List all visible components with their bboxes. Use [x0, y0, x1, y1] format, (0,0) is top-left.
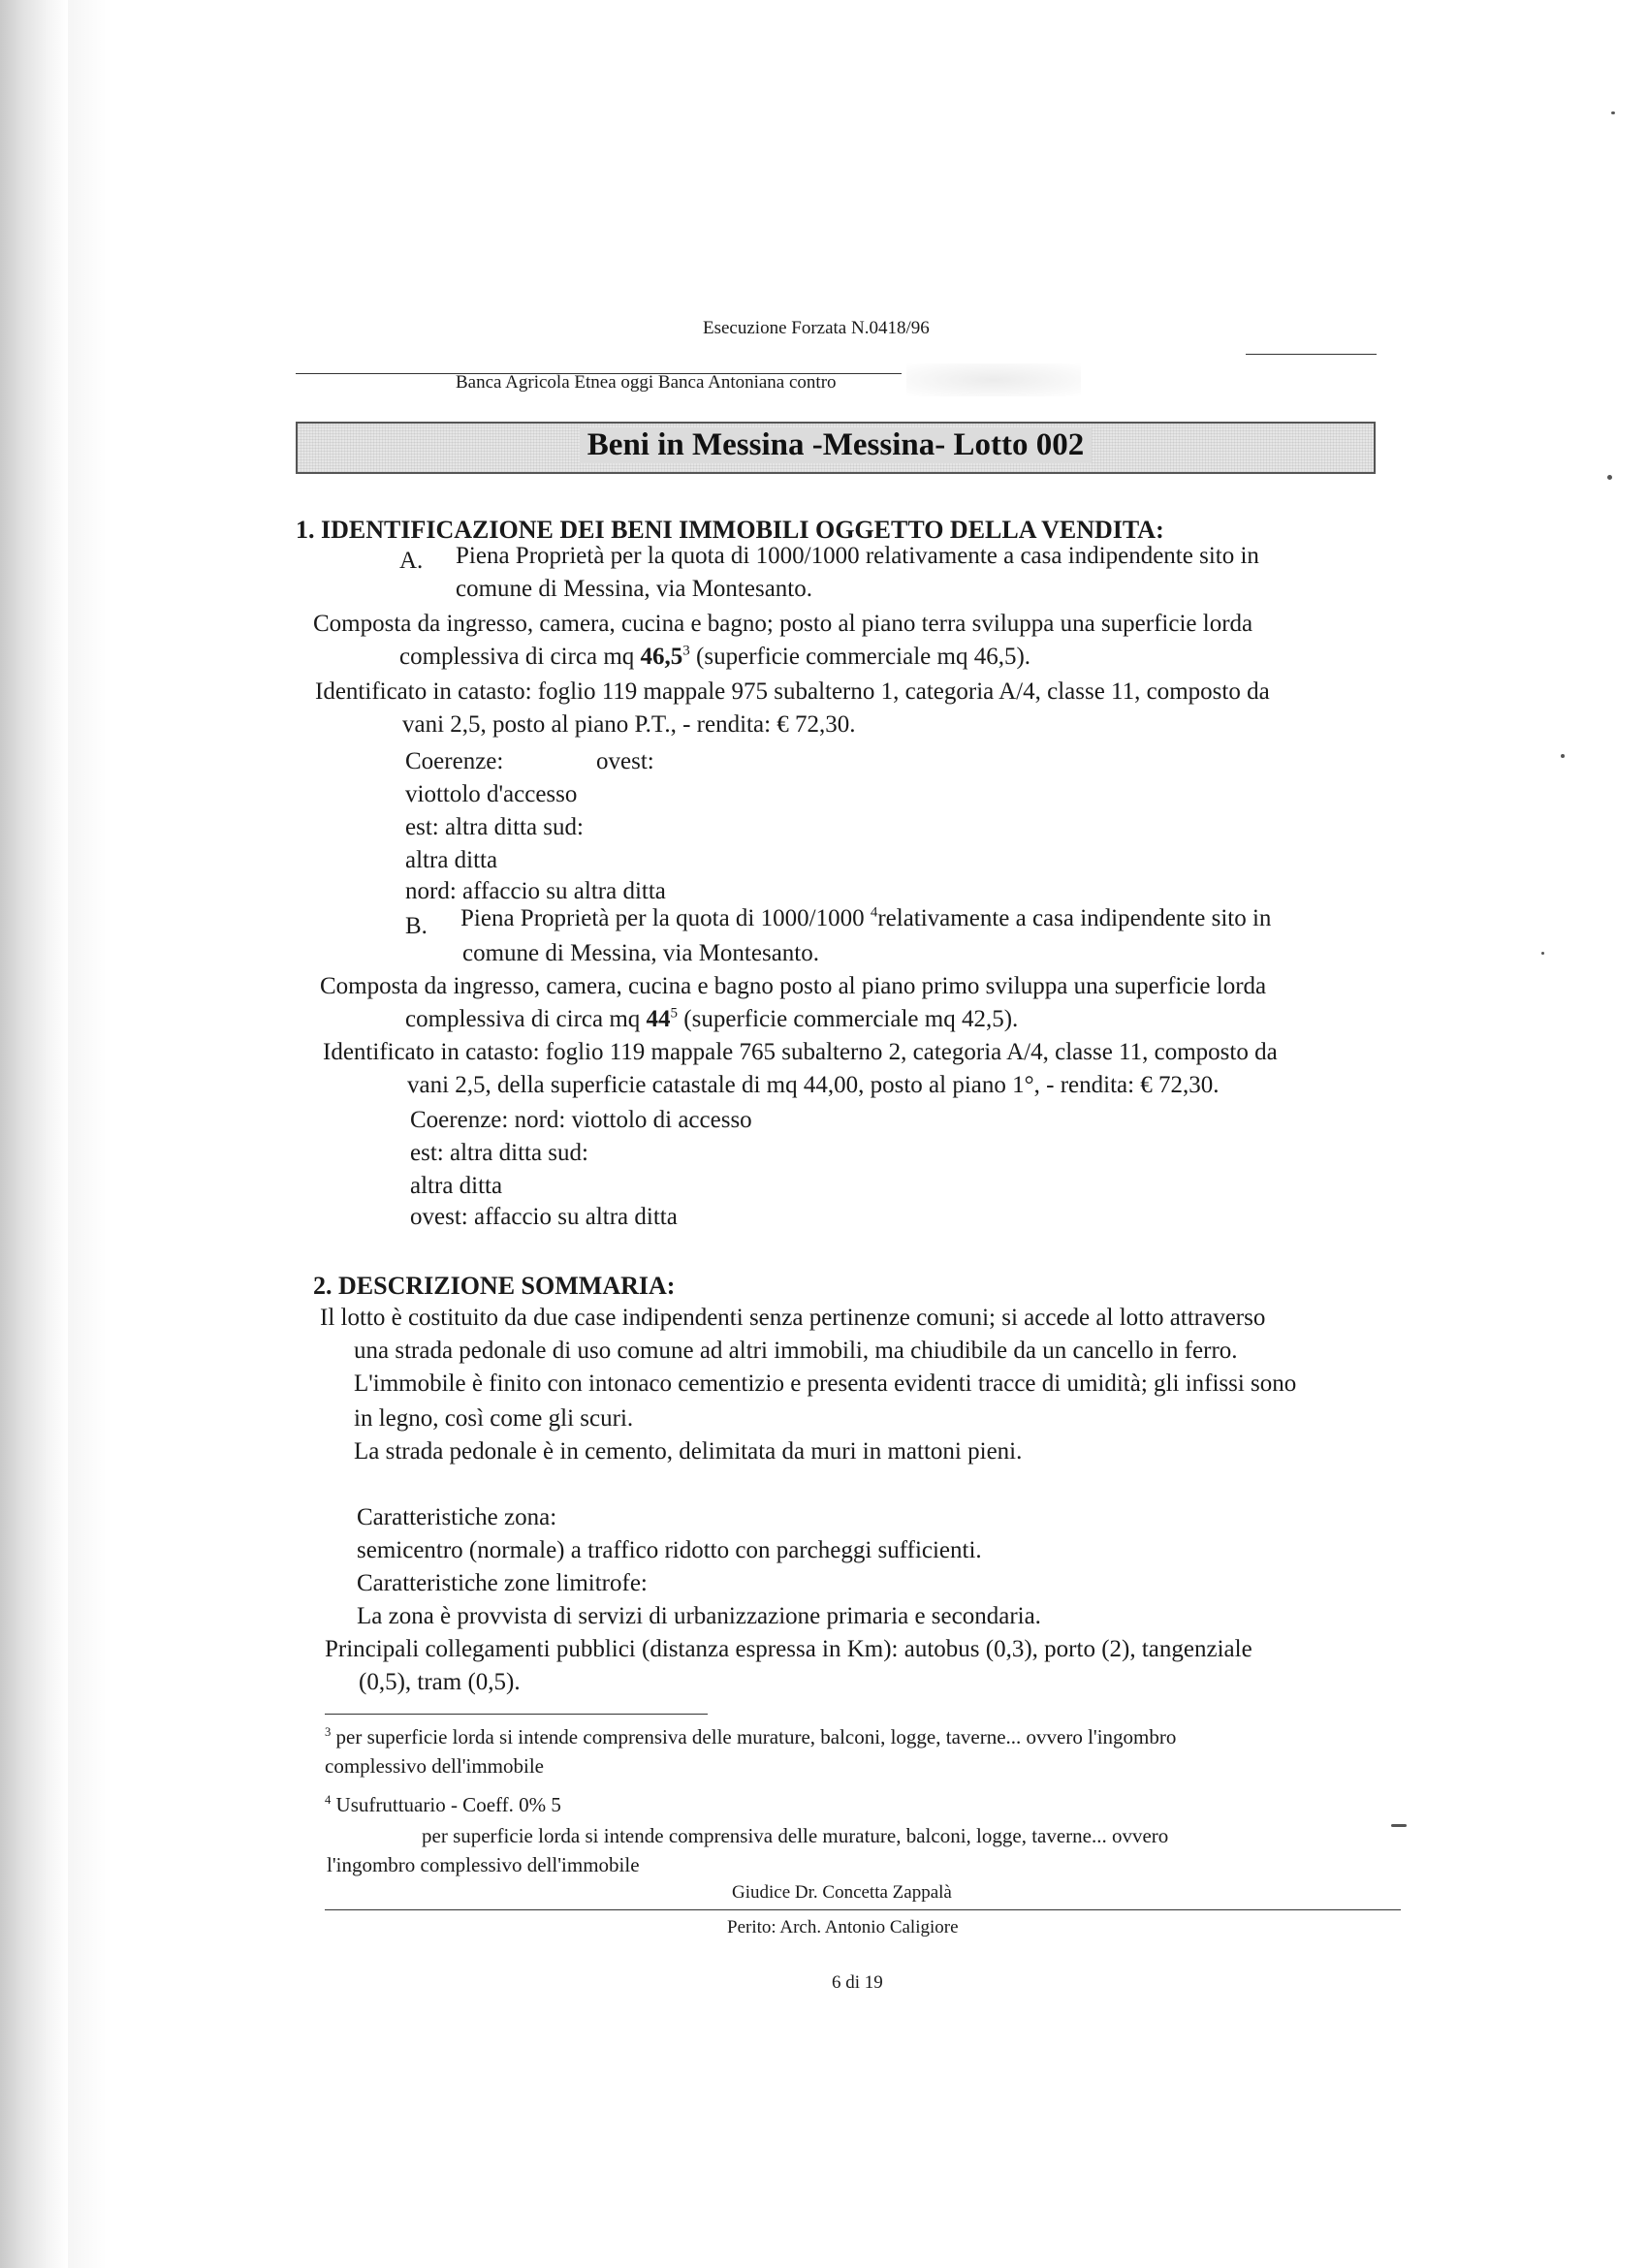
scan-speck	[1561, 754, 1565, 758]
footnote-3-line1	[325, 1725, 1176, 1749]
itemB-comp-post: (superficie commerciale mq 42,5).	[678, 1006, 1019, 1032]
scan-speck	[1541, 952, 1544, 955]
itemA-coerenze-line: altra ditta	[405, 847, 498, 873]
itemB-cadastre-line1: Identificato in catasto: foglio 119 mappale 765 subalterno 2, categoria A/4, classe 11, composto da	[323, 1039, 1278, 1065]
itemB-composition-line2	[405, 1006, 1018, 1033]
transport-line1: Principali collegamenti pubblici (distanza espressa in Km): autobus (0,3), porto (2), tangenziale	[325, 1636, 1252, 1662]
nearby-zones-label: Caratteristiche zone limitrofe:	[357, 1570, 648, 1596]
transport-line2: (0,5), tram (0,5).	[359, 1669, 521, 1695]
itemA-line2: comune di Messina, via Montesanto.	[456, 576, 812, 602]
description-line: La strada pedonale è in cemento, delimitata da muri in mattoni pieni.	[354, 1438, 1023, 1465]
itemB-coerenze-line: est: altra ditta sud:	[410, 1140, 588, 1166]
description-line: in legno, così come gli scuri.	[354, 1405, 634, 1432]
judge-name: Giudice Dr. Concetta Zappalà	[732, 1882, 952, 1903]
footnote-5-line2: l'ingombro complessivo dell'immobile	[327, 1853, 640, 1876]
footnote-ref-4[interactable]: 4	[870, 904, 878, 921]
description-line: una strada pedonale di uso comune ad altri immobili, ma chiudibile da un cancello in ferro.	[354, 1338, 1238, 1364]
header-rule-right	[1246, 354, 1377, 355]
itemB-coerenze-line: altra ditta	[410, 1173, 503, 1199]
itemA-coerenze-label: Coerenze:	[405, 748, 504, 774]
footnote-3-mark: 3	[325, 1725, 332, 1739]
scan-speck	[1611, 111, 1615, 114]
zone-label: Caratteristiche zona:	[357, 1504, 557, 1530]
description-line: L'immobile è finito con intonaco cementizio e presenta evidenti tracce di umidità; gli infissi sono	[354, 1370, 1297, 1397]
itemA-coerenze-line: est: altra ditta sud:	[405, 814, 584, 840]
itemB-coerenze-line: ovest: affaccio su altra ditta	[410, 1204, 678, 1230]
itemA-coerenze-ovest: ovest:	[596, 748, 654, 774]
footer-rule	[325, 1909, 1401, 1910]
lot-title: Beni in Messina -Messina- Lotto 002	[580, 427, 1092, 463]
section2-heading: 2. DESCRIZIONE SOMMARIA:	[313, 1272, 676, 1300]
itemA-line1: Piena Proprietà per la quota di 1000/1000 relativamente a casa indipendente sito in	[456, 543, 1259, 569]
footnote-4-text: Usufruttuario - Coeff. 0% 5	[331, 1793, 561, 1816]
itemA-area-value: 46,5	[640, 644, 683, 670]
case-number: Esecuzione Forzata N.0418/96	[703, 318, 930, 338]
expert-name: Perito: Arch. Antonio Caligiore	[727, 1917, 959, 1937]
itemB-area-value: 44	[646, 1006, 671, 1032]
description-line: Il lotto è costituito da due case indipendenti senza pertinenze comuni; si accede al lotto attraverso	[320, 1305, 1266, 1331]
section1-heading: 1. IDENTIFICAZIONE DEI BENI IMMOBILI OGGETTO DELLA VENDITA:	[296, 516, 1164, 544]
itemA-composition-line1: Composta da ingresso, camera, cucina e bagno; posto al piano terra sviluppa una superficie lorda	[313, 611, 1253, 637]
parties-line: Banca Agricola Etnea oggi Banca Antoniana contro	[456, 372, 837, 393]
footnote-5-line1: per superficie lorda si intende comprensiva delle murature, balconi, logge, taverne... ovvero	[422, 1824, 1169, 1847]
itemB-cadastre-line2: vani 2,5, della superficie catastale di mq 44,00, posto al piano 1°, - rendita: € 72,30.	[407, 1072, 1220, 1098]
footnote-4	[325, 1793, 561, 1817]
footnote-4-mark: 4	[325, 1793, 332, 1807]
lot-title-box	[296, 422, 1376, 474]
scan-speck	[1391, 1824, 1407, 1827]
itemB-line1-post: relativamente a casa indipendente sito in	[877, 905, 1272, 931]
itemA-coerenze-line: viottolo d'accesso	[405, 781, 578, 807]
itemB-comp-pre: complessiva di circa mq	[405, 1006, 647, 1032]
footnote-ref-3[interactable]: 3	[682, 643, 690, 659]
zone-text: semicentro (normale) a traffico ridotto con parcheggi sufficienti.	[357, 1537, 982, 1563]
itemA-composition-line2	[399, 644, 1030, 671]
scan-shadow-fade	[68, 0, 107, 2268]
itemB-line2: comune di Messina, via Montesanto.	[462, 940, 819, 966]
itemB-line1	[460, 905, 1271, 932]
scan-shadow-edge	[0, 0, 68, 2268]
itemA-marker: A.	[399, 548, 424, 574]
footnote-3-text: per superficie lorda si intende comprensiva delle murature, balconi, logge, taverne... ovvero l'ingombro	[331, 1725, 1177, 1748]
itemB-marker: B.	[405, 913, 428, 939]
page-number: 6 di 19	[832, 1972, 883, 1993]
footnote-rule	[325, 1714, 708, 1715]
itemA-comp-post: (superficie commerciale mq 46,5).	[689, 644, 1031, 670]
itemA-coerenze-line: nord: affaccio su altra ditta	[405, 878, 666, 904]
itemB-composition-line1: Composta da ingresso, camera, cucina e bagno posto al piano primo sviluppa una superficie lorda	[320, 973, 1267, 999]
scan-speck	[1607, 475, 1612, 480]
itemA-cadastre-line2: vani 2,5, posto al piano P.T., - rendita: € 72,30.	[402, 711, 856, 738]
itemA-cadastre-line1: Identificato in catasto: foglio 119 mappale 975 subalterno 1, categoria A/4, classe 11, composto da	[315, 678, 1270, 705]
itemB-line1-pre: Piena Proprietà per la quota di 1000/1000	[460, 905, 871, 931]
redacted-name	[906, 363, 1081, 396]
nearby-zones-text: La zona è provvista di servizi di urbanizzazione primaria e secondaria.	[357, 1603, 1041, 1629]
itemA-comp-pre: complessiva di circa mq	[399, 644, 641, 670]
footnote-ref-5[interactable]: 5	[670, 1005, 679, 1022]
footnote-3-line2: complessivo dell'immobile	[325, 1754, 545, 1778]
itemB-coerenze-line: Coerenze: nord: viottolo di accesso	[410, 1107, 752, 1133]
